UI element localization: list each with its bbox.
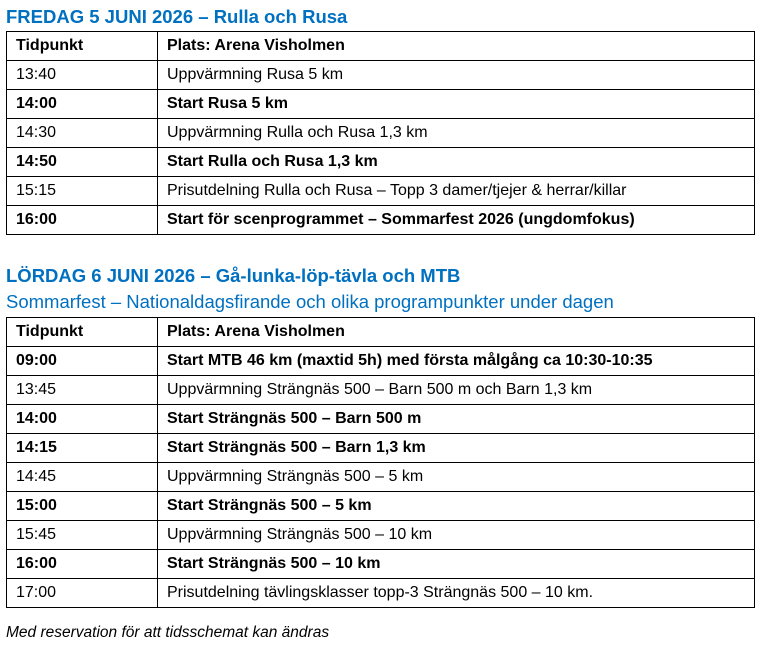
- row-event: Prisutdelning tävlingsklasser topp-3 Strängnäs 500 – 10 km.: [158, 579, 755, 608]
- row-time: 14:15: [7, 434, 158, 463]
- row-time: 15:15: [7, 177, 158, 206]
- saturday-schedule-table: [6, 317, 755, 608]
- table-row: [7, 90, 755, 119]
- place-column-header: Plats: Arena Visholmen: [158, 32, 755, 61]
- row-event: Start för scenprogrammet – Sommarfest 2026 (ungdomfokus): [158, 206, 755, 235]
- row-event: Prisutdelning Rulla och Rusa – Topp 3 damer/tjejer & herrar/killar: [158, 177, 755, 206]
- row-time: 14:45: [7, 463, 158, 492]
- friday-title: FREDAG 5 JUNI 2026 – Rulla och Rusa: [6, 6, 348, 27]
- time-column-header: Tidpunkt: [7, 318, 158, 347]
- table-row: [7, 119, 755, 148]
- row-event: Start Rusa 5 km: [158, 90, 755, 119]
- table-header-row: [7, 32, 755, 61]
- row-event: Uppvärmning Rusa 5 km: [158, 61, 755, 90]
- table-row: [7, 376, 755, 405]
- row-event: Start Rulla och Rusa 1,3 km: [158, 148, 755, 177]
- row-time: 17:00: [7, 579, 158, 608]
- row-event: Start Strängnäs 500 – Barn 1,3 km: [158, 434, 755, 463]
- row-time: 14:00: [7, 405, 158, 434]
- saturday-subtitle: Sommarfest – Nationaldagsfirande och olika programpunkter under dagen: [6, 291, 614, 312]
- row-time: 13:45: [7, 376, 158, 405]
- row-event: Start Strängnäs 500 – 10 km: [158, 550, 755, 579]
- row-time: 16:00: [7, 206, 158, 235]
- table-row: [7, 492, 755, 521]
- table-header-row: [7, 318, 755, 347]
- row-time: 14:50: [7, 148, 158, 177]
- row-event: Uppvärmning Rulla och Rusa 1,3 km: [158, 119, 755, 148]
- row-time: 13:40: [7, 61, 158, 90]
- row-time: 14:30: [7, 119, 158, 148]
- table-row: [7, 61, 755, 90]
- friday-schedule-table: [6, 31, 755, 235]
- row-event: Uppvärmning Strängnäs 500 – Barn 500 m och Barn 1,3 km: [158, 376, 755, 405]
- reservation-note: Med reservation för att tidsschemat kan ändras: [6, 624, 330, 641]
- table-row: [7, 579, 755, 608]
- row-time: 15:45: [7, 521, 158, 550]
- table-row: [7, 434, 755, 463]
- table-row: [7, 148, 755, 177]
- place-column-header: Plats: Arena Visholmen: [158, 318, 755, 347]
- table-row: [7, 405, 755, 434]
- row-event: Uppvärmning Strängnäs 500 – 10 km: [158, 521, 755, 550]
- row-event: Start Strängnäs 500 – 5 km: [158, 492, 755, 521]
- table-row: [7, 521, 755, 550]
- table-row: [7, 177, 755, 206]
- row-time: 16:00: [7, 550, 158, 579]
- table-row: [7, 347, 755, 376]
- time-column-header: Tidpunkt: [7, 32, 158, 61]
- table-row: [7, 463, 755, 492]
- table-row: [7, 206, 755, 235]
- row-event: Start Strängnäs 500 – Barn 500 m: [158, 405, 755, 434]
- row-time: 15:00: [7, 492, 158, 521]
- table-row: [7, 550, 755, 579]
- row-event: Start MTB 46 km (maxtid 5h) med första målgång ca 10:30-10:35: [158, 347, 755, 376]
- saturday-title: LÖRDAG 6 JUNI 2026 – Gå-lunka-löp-tävla och MTB: [6, 265, 461, 286]
- row-time: 09:00: [7, 347, 158, 376]
- row-time: 14:00: [7, 90, 158, 119]
- row-event: Uppvärmning Strängnäs 500 – 5 km: [158, 463, 755, 492]
